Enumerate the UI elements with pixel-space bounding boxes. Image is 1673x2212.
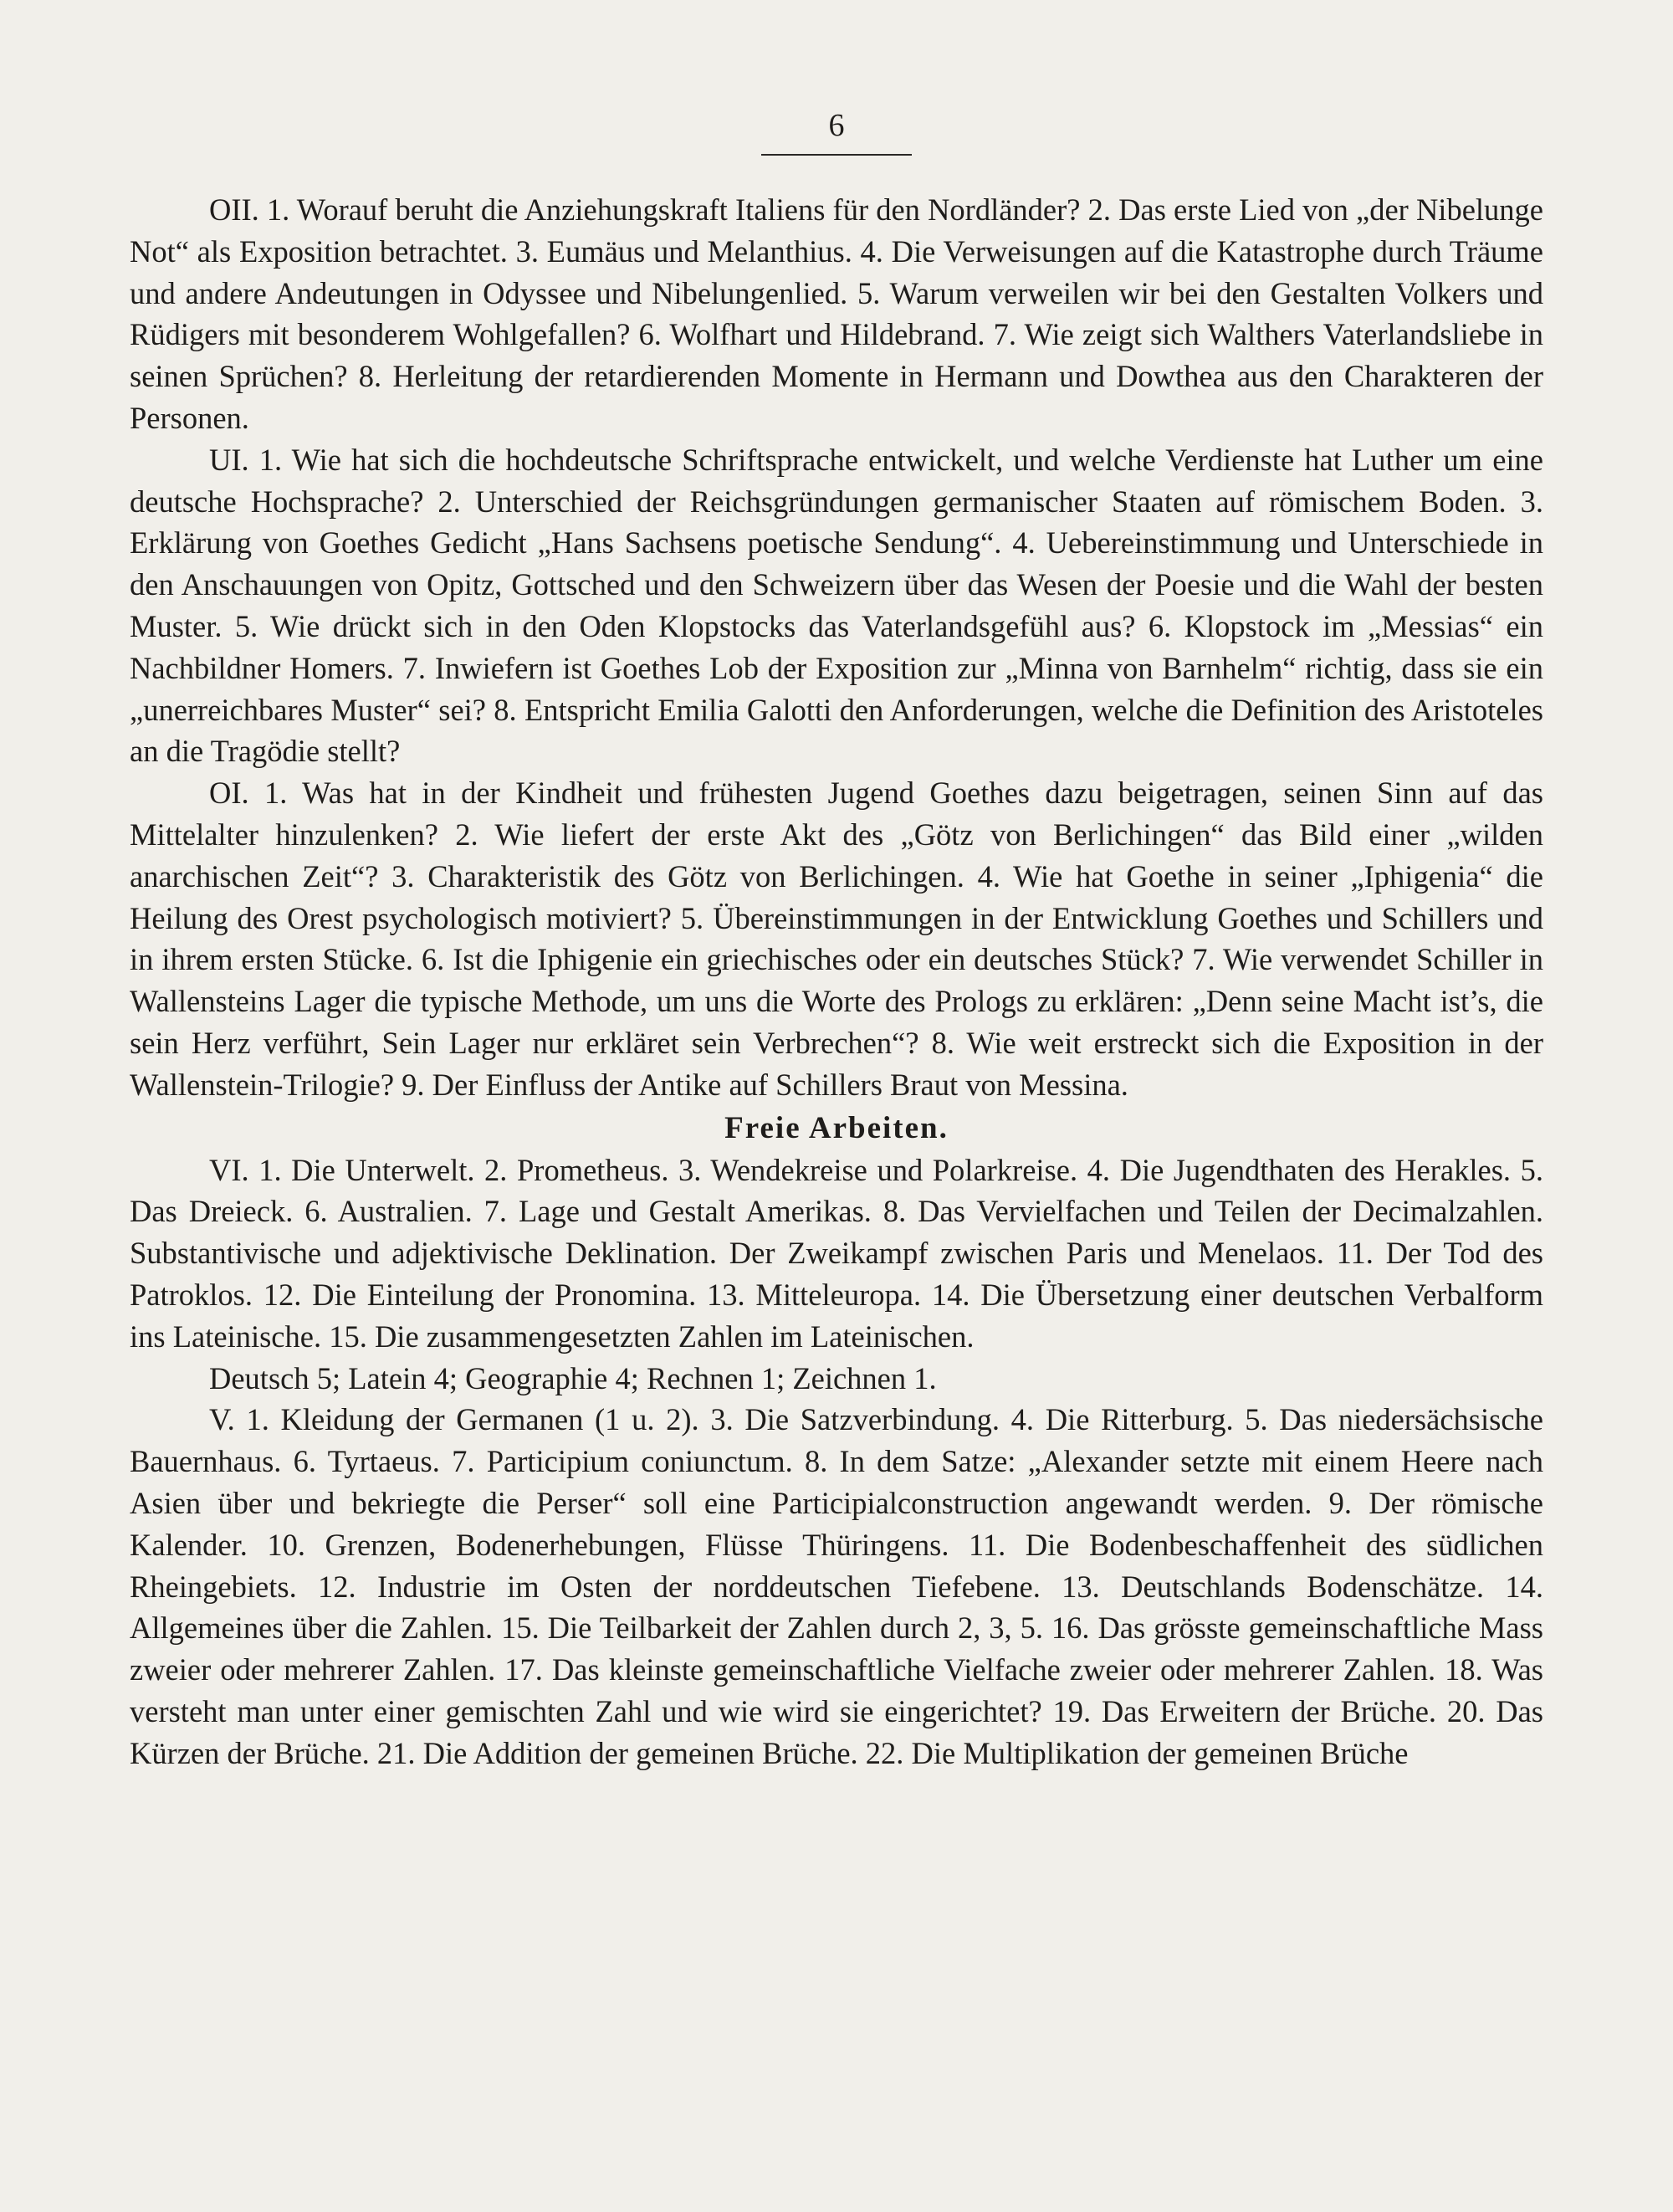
paragraph-vi: VI. 1. Die Unterwelt. 2. Prometheus. 3. Wendekreise und Polarkreise. 4. Die Jugendthaten des Herakles. 5. Das Dreieck. 6. Australien. 7. Lage und Gestalt Amerikas. 8. Das Vervielfachen und Teilen der Decimalzahlen. Substantivische und adjektivische Deklination. Der Zweikampf zwischen Paris und Menelaos. 11. Der Tod des Patroklos. 12. Die Einteilung der Pronomina. 13. Mitteleuropa. 14. Die Übersetzung einer deutschen Verbalform ins Lateinische. 15. Die zusammengesetzten Zahlen im Lateinischen. <box>130 1152 1543 1354</box>
paragraph-v: V. 1. Kleidung der Germanen (1 u. 2). 3. Die Satzverbindung. 4. Die Ritterburg. 5. Das niedersächsische Bauernhaus. 6. Tyrtaeus. 7. Participium coniunctum. 8. In dem Satze: „Alexander setzte mit einem Heere nach Asien über und bekriegte die Perser“ soll eine Participialconstruction angewandt werden. 9. Der römische Kalender. 10. Grenzen, Bodenerhebungen, Flüsse Thüringens. 11. Die Bodenbeschaffenheit des südlichen Rheingebiets. 12. Industrie im Osten der norddeutschen Tiefebene. 13. Deutschlands Bodenschätze. 14. Allgemeines über die Zahlen. 15. Die Teilbarkeit der Zahlen durch 2, 3, 5. 16. Das grösste gemeinschaftliche Mass zweier oder mehrerer Zahlen. 17. Das kleinste gemeinschaftliche Vielfache zweier oder mehrerer Zahlen. 18. Was versteht man unter einer gemischten Zahl und wie wird sie eingerichtet? 19. Das Erweitern der Brüche. 20. Das Kürzen der Brüche. 21. Die Addition der gemeinen Brüche. 22. Die Multiplikation der gemeinen Brüche <box>130 1402 1543 1770</box>
paragraph-oii: OII. 1. Worauf beruht die Anziehungskraft Italiens für den Nordländer? 2. Das erste Lied von „der Nibelunge Not“ als Exposition betrachtet. 3. Eumäus und Melanthius. 4. Die Verweisungen auf die Katastrophe durch Träume und andere Andeutungen in Odyssee und Nibelungenlied. 5. Warum verweilen wir bei den Gestalten Volkers und Rüdigers mit besonderem Wohlgefallen? 6. Wolfhart und Hildebrand. 7. Wie zeigt sich Walthers Vaterlandsliebe in seinen Sprüchen? 8. Herleitung der retardierenden Momente in Hermann und Dowthea aus den Charakteren der Personen. <box>130 192 1543 435</box>
document-page <box>130 109 1543 1774</box>
page-number: 6 <box>828 108 845 143</box>
paragraph-oi: OI. 1. Was hat in der Kindheit und frühesten Jugend Goethes dazu beigetragen, seinen Sinn auf das Mittelalter hinzulenken? 2. Wie liefert der erste Akt des „Götz von Berlichingen“ das Bild einer „wilden anarchischen Zeit“? 3. Charakteristik des Götz von Berlichingen. 4. Wie hat Goethe in seiner „Iphigenia“ die Heilung des Orest psychologisch motiviert? 5. Übereinstimmungen in der Entwicklung Goethes und Schillers und in ihrem ersten Stücke. 6. Ist die Iphigenie ein griechisches oder ein deutsches Stück? 7. Wie verwendet Schiller in Wallensteins Lager die typische Methode, um uns die Worte des Prologs zu erklären: „Denn seine Macht ist’s, die sein Herz verführt, Sein Lager nur erkläret sein Verbrechen“? 8. Wie weit erstreckt sich die Exposition in der Wallenstein-Trilogie? 9. Der Einfluss der Antike auf Schillers Braut von Messina. <box>130 776 1543 1102</box>
paragraph-summary: Deutsch 5; Latein 4; Geographie 4; Rechnen 1; Zeichnen 1. <box>209 1360 937 1395</box>
page-number-rule <box>761 154 912 156</box>
section-heading-freie-arbeiten: Freie Arbeiten. <box>724 1110 949 1145</box>
paragraph-ui: UI. 1. Wie hat sich die hochdeutsche Schriftsprache entwickelt, und welche Verdienste hat Luther um eine deutsche Hochsprache? 2. Unterschied der Reichsgründungen germanischer Staaten auf römischem Boden. 3. Erklärung von Goethes Gedicht „Hans Sachsens poetische Sendung“. 4. Uebereinstimmung und Unterschiede in den Anschauungen von Opitz, Gottsched und den Schweizern über das Wesen der Poesie und die Wahl der besten Muster. 5. Wie drückt sich in den Oden Klopstocks das Vaterlandsgefühl aus? 6. Klopstock im „Messias“ ein Nachbildner Homers. 7. Inwiefern ist Goethes Lob der Exposition zur „Minna von Barnhelm“ richtig, dass sie ein „unerreichbares Muster“ sei? 8. Entspricht Emilia Galotti den Anforderungen, welche die Definition des Aristoteles an die Tragödie stellt? <box>130 442 1543 769</box>
